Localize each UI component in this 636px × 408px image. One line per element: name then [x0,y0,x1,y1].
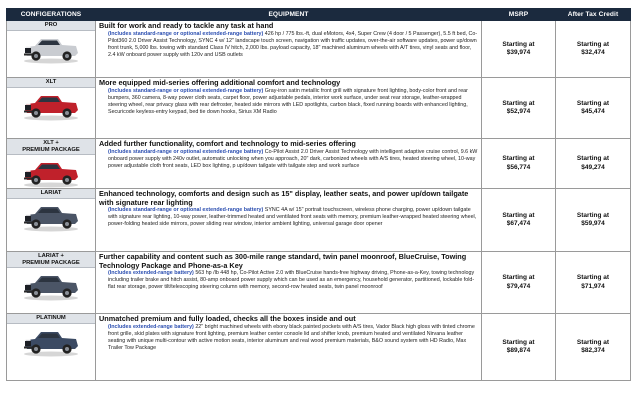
msrp-cell [482,78,556,139]
tax-credit-cell [556,189,631,252]
credit-label: Starting at [576,99,610,107]
feature-list: SYNC 4A w/ 15" portrait touchscreen, wireless phone charging, power up/down tailgate with signature rear lighting, 10-way power, leather-trimmed heated and ventilated front seats with memory, premium leather-wrapped heated steering wheel, power-folding heated side mirrors, power sliding rear window, interior ambient lighting, universal garage door opener [108,207,477,228]
equipment-header: EQUIPMENT [96,9,482,21]
battery-note: (Includes standard-range or optional extended-range battery) [108,87,264,94]
msrp-label: Starting at [502,274,535,281]
credit-value: $45,474 [581,108,605,115]
trim-comparison-table [6,8,631,381]
trim-headline: Added further functionality, comfort and technology to mid-series offering [99,139,356,148]
table-row [7,252,631,314]
table-row [7,21,631,78]
equipment-cell [96,139,482,189]
msrp-cell [482,139,556,189]
truck-image [21,271,81,301]
tax-credit-cell [556,139,631,189]
battery-note: (Includes standard-range or optional extended-range battery) [108,30,264,37]
msrp-label: Starting at [502,99,535,107]
trim-description [99,270,478,291]
feature-list: Co-Pilot Assist 2.0 Driver Assist Technology with intelligent adaptive cruise control, 9.6 kW onboard power supply with 240v outlet, automatic unlocking when you approach, 20" dark, carbonized wheels with A/S tires, heated steering wheel, 10-way power adjustable cloth front seats, LED box lighting, p up/down tailgate with tailgate step and work surface [108,148,478,169]
trim-name: XLT + PREMIUM PACKAGE [7,139,95,155]
configuration-cell [7,252,96,314]
msrp-label: Starting at [502,155,535,162]
pricing-sheet [6,8,630,381]
trim-name: LARIAT + PREMIUM PACKAGE [7,252,95,268]
truck-image [21,202,81,232]
tax-credit-cell [556,252,631,314]
feature-list: 563 hp /lb 448 hp, Co-Pilot Active 2.0 with BlueCruise hands-free highway driving, Phone-as-a-Key, towing technology including trailer brake and hitch assist, 80-amp onboard power supply which can be used as an emergency, household generator, partitioned, lockable fold-flat rear storage, power tilt/telescoping steering column with memory, second-row heated seats, twin panel moonroof [108,270,475,291]
msrp-cell [482,189,556,252]
trim-headline: Unmatched premium and fully loaded, checks all the boxes inside and out [99,314,356,323]
configuration-cell [7,314,96,381]
credit-label: Starting at [576,338,610,346]
equipment-cell [96,21,482,78]
table-row [7,139,631,189]
credit-value: $49,274 [581,163,605,171]
truck-image [21,91,81,121]
feature-list: 22" bright machined wheels with ebony black painted pockets with A/S tires, Vador Black high gloss with tinted chrome front grille, skid plates with signature front lighting, premium leather center console lid and shifter knob, premium heated and ventilated Nirvana leather seating with unique multi-contour with active motion seats, interior aluminum and real wood premium materials, B&O sound system with HD Radio, Max Trailer Tow Package [108,323,475,351]
msrp-value: $67,474 [506,220,531,227]
table-row [7,314,631,381]
msrp-value: $89,874 [506,347,531,354]
msrp-label: Starting at [502,40,535,48]
credit-label: Starting at [576,274,610,281]
credit-label: Starting at [576,40,610,48]
trim-headline: Further capability and content such as 300-mile range standard, twin panel moonroof, BlueCruise, Towing Technology Package and Phone-as-a Key [99,252,467,270]
configuration-cell [7,21,96,78]
battery-note: (Includes extended-range battery) [108,323,194,330]
truck-image [21,327,81,357]
msrp-header: MSRP [482,9,556,21]
trim-name: PRO [7,21,95,31]
equipment-cell [96,78,482,139]
msrp-cell [482,252,556,314]
configurations-header: CONFIGERATIONS [7,9,96,21]
credit-value: $59,974 [581,220,605,227]
header-row [7,9,631,21]
credit-label: Starting at [576,155,610,162]
credit-value: $82,374 [581,347,605,354]
tax-credit-cell [556,21,631,78]
trim-description [99,149,478,170]
tax-credit-cell [556,78,631,139]
msrp-label: Starting at [502,338,535,346]
configuration-cell [7,139,96,189]
feature-list: Gray-iron satin metallic front grill with signature front lighting, body-color front and rear bumpers, 360 camera, 8-way power cloth seats, carpet floor, power adjustable pedals, interior work surface, under seat rear storage, leather-wrapped steering wheel, rear privacy glass with rear defroster, heated side mirrors with LED spotlights, carbon black, fixed running boards with enhanced lighting, Securicode keyless-entry keypad, bed tie down hooks, Sirius XM Radio [108,87,468,115]
truck-image [21,34,81,64]
configuration-cell [7,189,96,252]
msrp-value: $79,474 [506,282,531,290]
battery-note: (Includes extended-range battery) [108,270,194,277]
trim-description [99,88,478,116]
table-row [7,189,631,252]
feature-list: 426 hp / 775 lbs.-ft, dual eMotors, 4x4, Super Crew (4 door / 5 Passenger), 5.5 ft bed, Co-Pilot360 2.0 Driver Assist Technology, SYNC 4 w/ 12" landscape touch screen, navigation with traffic updates, over-the-air software updates, power up/down front trunk, 5,000 lbs. towing with standard Class IV hitch, 2,000 lbs. payload capacity, 18" machined aluminum wheels with A/T tires, vinyl seats and floor, 2.4 kW onboard power supply with 120v and USB outlets [108,30,478,58]
trim-name: LARIAT [7,189,95,199]
msrp-cell [482,21,556,78]
equipment-cell [96,189,482,252]
tax-credit-cell [556,314,631,381]
configuration-cell [7,78,96,139]
msrp-cell [482,314,556,381]
battery-note: (Includes standard-range or optional extended-range battery) [108,148,264,155]
tax-credit-header: After Tax Credit [556,9,631,21]
table-row [7,78,631,139]
battery-note: (Includes standard-range or optional extended-range battery) [108,207,264,214]
credit-label: Starting at [576,211,610,219]
trim-name: XLT [7,78,95,88]
credit-value: $32,474 [581,49,605,56]
trim-description [99,31,478,59]
trim-headline: Enhanced technology, comforts and design such as 15" display, leather seats, and power up/down tailgate with signature rear lighting [99,189,469,207]
msrp-value: $52,974 [506,108,531,115]
credit-value: $71,974 [581,282,605,290]
trim-name: PLATINUM [7,314,95,324]
msrp-label: Starting at [502,211,535,219]
equipment-cell [96,314,482,381]
truck-image [21,158,81,188]
trim-headline: More equipped mid-series offering additional comfort and technology [99,78,341,87]
trim-description [99,324,478,352]
msrp-value: $56,774 [506,163,531,171]
trim-headline: Built for work and ready to tackle any task at hand [99,21,274,30]
equipment-cell [96,252,482,314]
msrp-value: $39,974 [506,49,531,56]
trim-description [99,207,478,228]
